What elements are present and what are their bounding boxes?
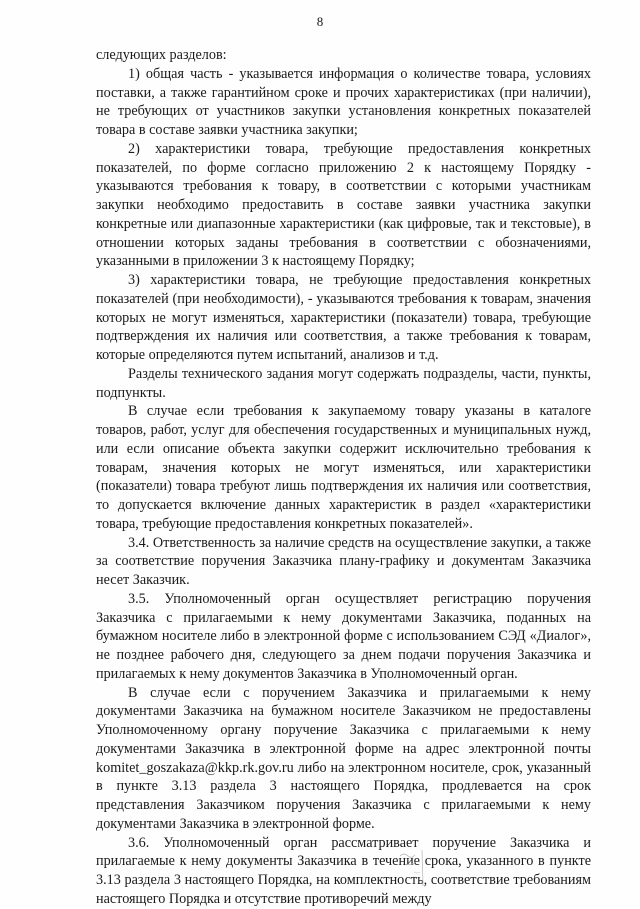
- paragraph-7: 3.5. Уполномоченный орган осуществляет регистрацию поручения Заказчика с прилагаемыми к нему документами Заказчика, поданных на бумажном носителе либо в электронной форме с использованием СЭД «Диалог», не позднее рабочего дня, следующего за днем подачи поручения Заказчика и прилагаемых к нему документов Заказчика в Уполномоченный орган.: [96, 590, 591, 682]
- paragraph-8: В случае если с поручением Заказчика и прилагаемыми к нему документами Заказчика на бумажном носителе Заказчиком не предоставлены Уполномоченному органу поручение Заказчика с прилагаемыми к нему документами Заказчика в электронной форме на адрес электронной почты komitet_goszakaza@kkp.rk.gov.ru либо на электронном носителе, срок, указанный в пункте 3.13 раздела 3 настоящего Порядка, продлевается на срок представления Заказчиком поручения Заказчика с прилагаемыми к нему документами Заказчика в электронной форме.: [96, 684, 591, 832]
- paragraph-6: 3.4. Ответственность за наличие средств на осуществление закупки, а также за соответствие поручения Заказчика плану-графику и документам Заказчика несет Заказчик.: [96, 534, 591, 588]
- paragraph-4: Разделы технического задания могут содержать подразделы, части, пункты, подпункты.: [96, 365, 591, 401]
- paragraph-2: 2) характеристики товара, требующие предоставления конкретных показателей, по форме согласно приложению 2 к настоящему Порядку - указываются требования к товару, в соответствии с которыми участникам закупки необходимо предоставить в составе заявки участника закупки конкретные или диапазонные характеристики (как цифровые, так и текстовые), в отношении которых заданы требования в соответствии с обозначениями, указанными в приложении 3 к настоящему Порядку;: [96, 140, 591, 270]
- paragraph-9: 3.6. Уполномоченный орган рассматривает поручение Заказчика и прилагаемые к нему документы Заказчика в течение срока, указанного в пункте 3.13 раздела 3 настоящего Порядка, на комплектность, соответствие требованиям настоящего Порядка и отсутствие противоречий между: [96, 834, 591, 907]
- paragraph-5: В случае если требования к закупаемому товару указаны в каталоге товаров, работ, услуг для обеспечения государственных и муниципальных нужд, или если описание объекта закупки содержит исключительно требования к товарам, значения которых не могут изменяться, или характеристики (показатели) товара требуют лишь подтверждения их наличия или соответствия, то допускается включение данных характеристик в раздел «характеристики товара, требующие предоставления конкретных показателей».: [96, 403, 591, 532]
- scan-ink-mark: [392, 840, 442, 890]
- document-body: [96, 46, 591, 909]
- paragraph-3: 3) характеристики товара, не требующие предоставления конкретных показателей (при необходимости), - указываются требования к товарам, значения которых не могут изменяться, характеристики (показатели) товара, требующие подтверждения их наличия или соответствия, а также требования к товарам, которые определяются путем испытаний, анализов и т.д.: [96, 272, 591, 363]
- paragraph-0: следующих разделов:: [96, 47, 227, 63]
- paragraph-1: 1) общая часть - указывается информация о количестве товара, условиях поставки, а также гарантийном сроке и прочих характеристиках (при наличии), не требующих от участников закупки установления конкретных показателей товара в составе заявки участника закупки;: [96, 65, 591, 138]
- page-number: 8: [316, 14, 324, 29]
